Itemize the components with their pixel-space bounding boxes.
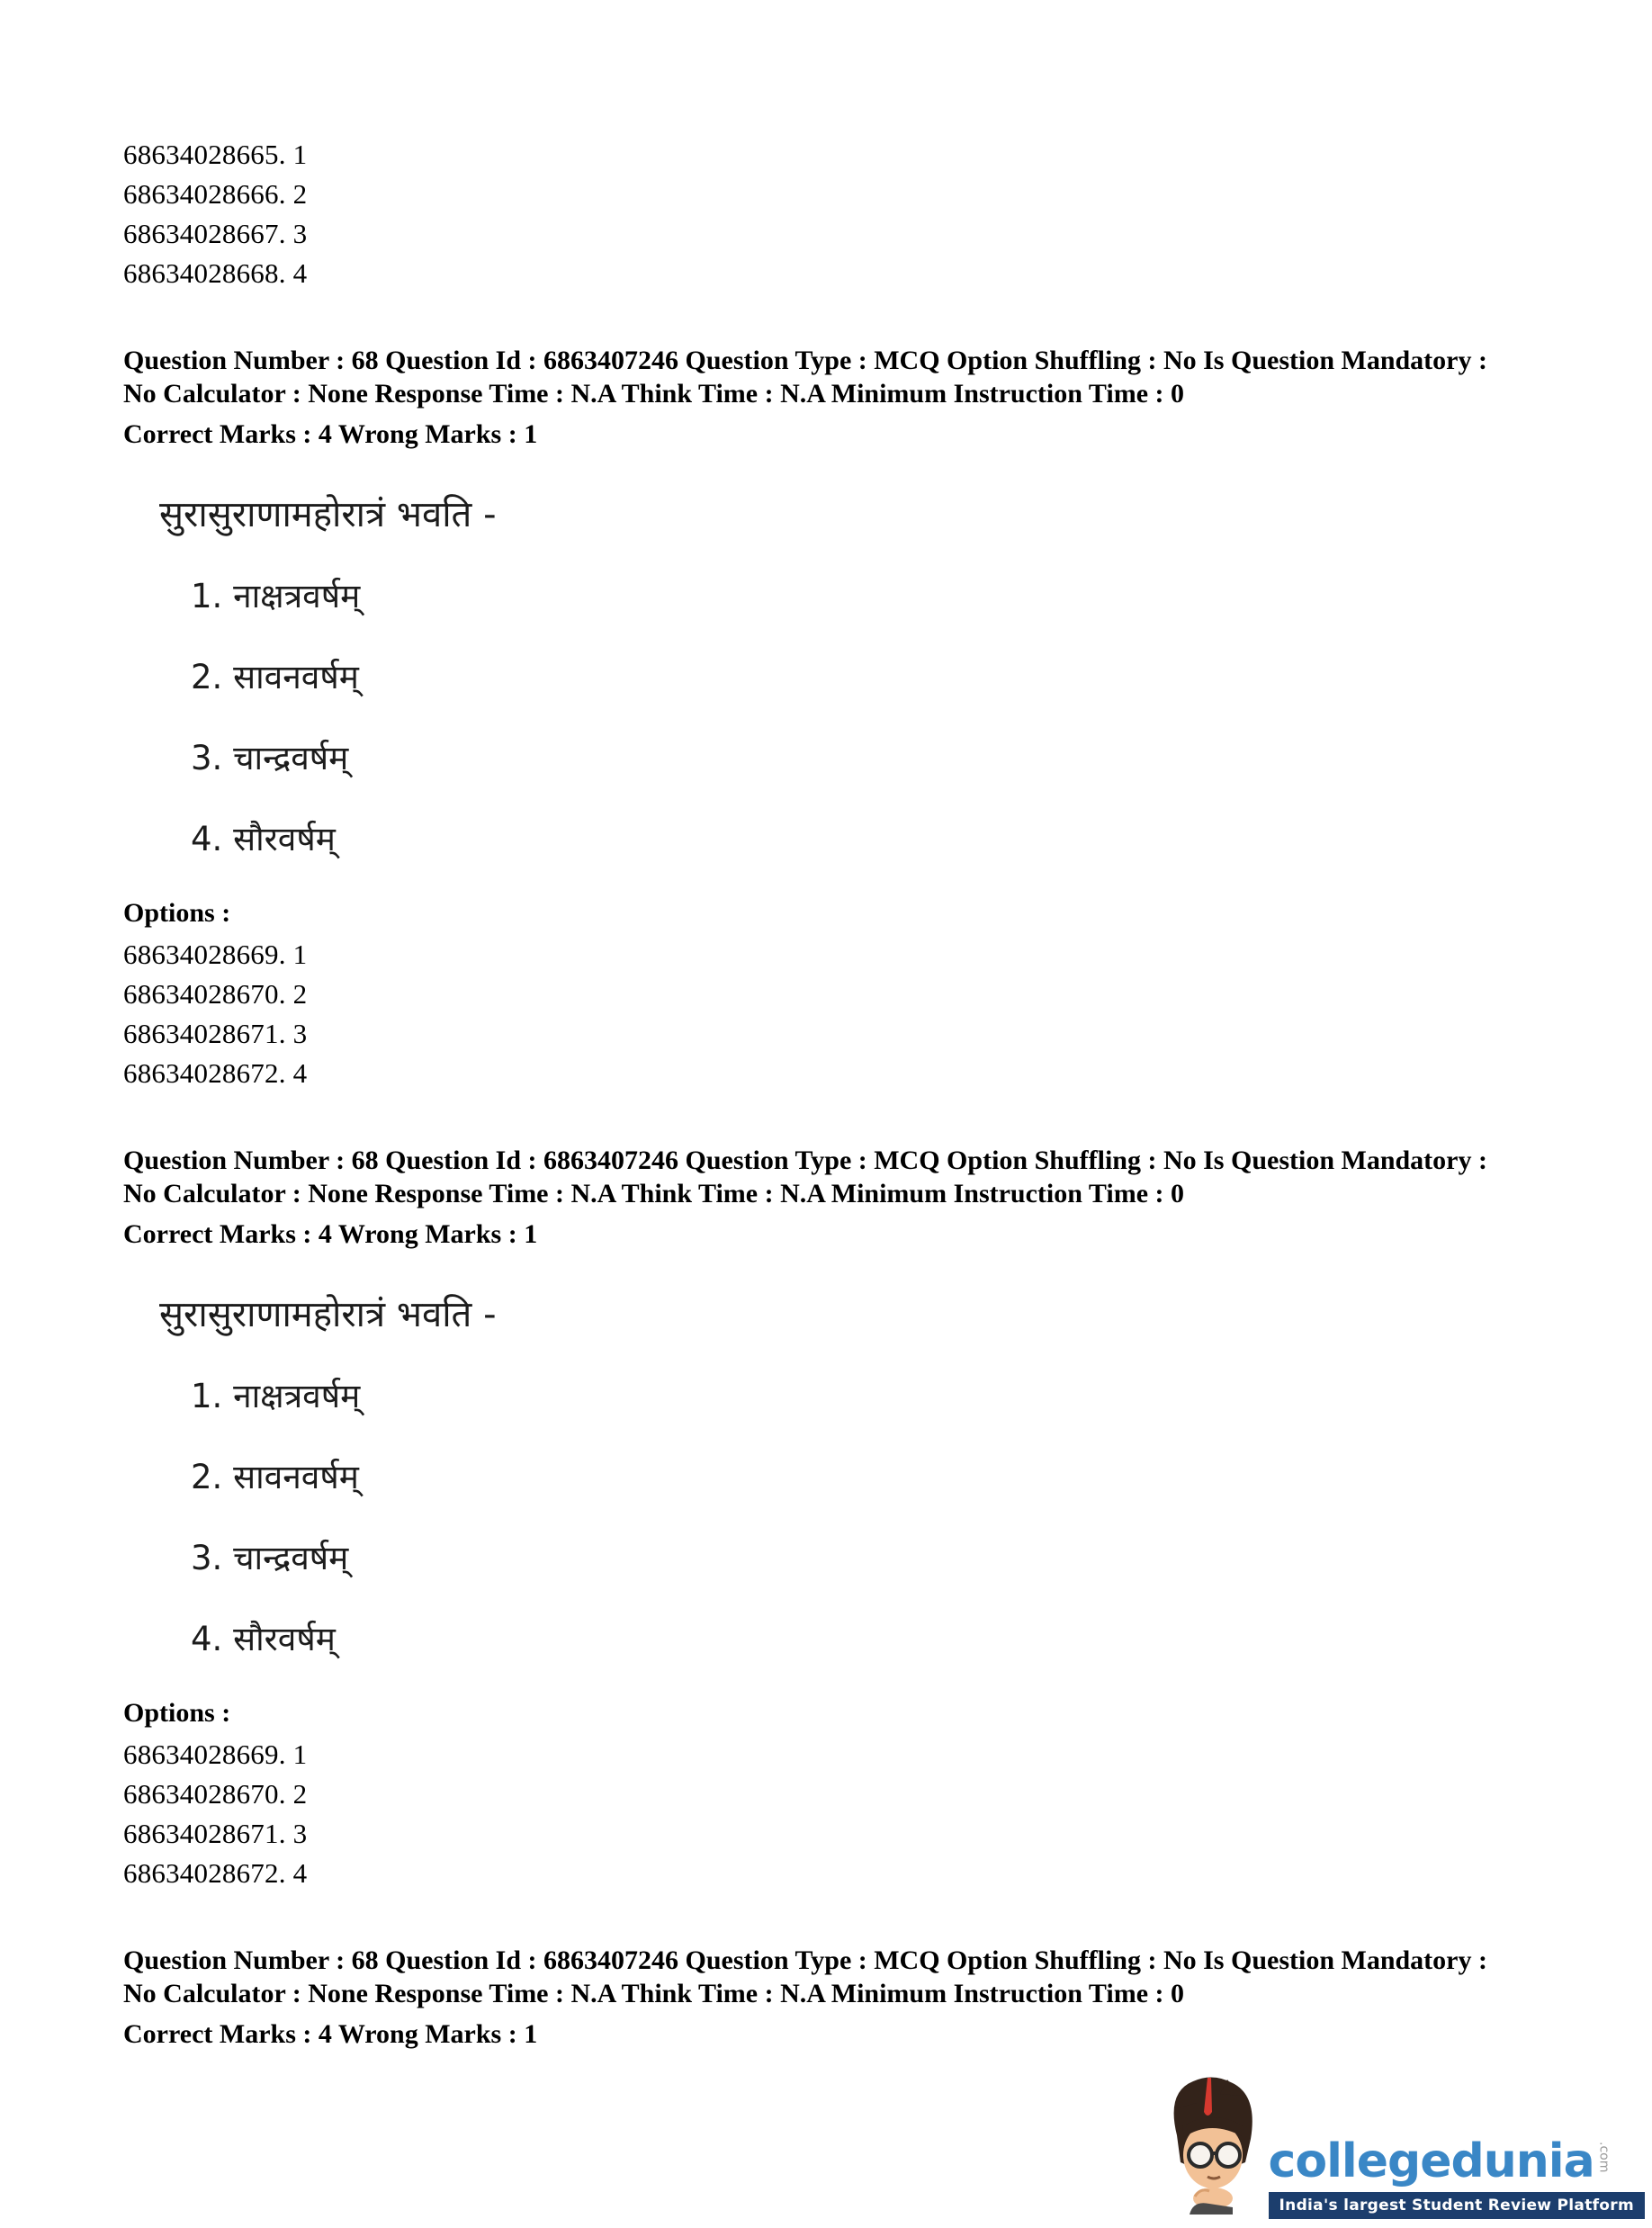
options-label: Options :	[123, 1698, 231, 1728]
metadata-line-1: Question Number : 68 Question Id : 6863407246 Question Type : MCQ Option Shuffling : No Is Question Mandatory :	[123, 346, 1487, 375]
option-id-line: 68634028670. 2	[123, 1778, 308, 1810]
collegedunia-logo	[1157, 2072, 1645, 2219]
marks-line: Correct Marks : 4 Wrong Marks : 1	[123, 2019, 538, 2049]
question-block-1	[123, 344, 1553, 1093]
option-id-list	[123, 1735, 1553, 1893]
question-text: सुरासुराणामहोरात्रं भवति -	[159, 1294, 497, 1335]
option-id-list	[123, 935, 1553, 1093]
option-id-line: 68634028669. 1	[123, 939, 308, 970]
collegedunia-mascot-icon	[1157, 2072, 1263, 2219]
option-id-line: 68634028672. 4	[123, 1057, 308, 1089]
choice-item-1: 1. नाक्षत्रवर्षम्	[191, 577, 361, 615]
option-id-line: 68634028671. 3	[123, 1018, 308, 1049]
choice-item-2: 2. सावनवर्षम्	[191, 658, 359, 696]
prev-question-option-id-list	[123, 135, 1553, 293]
option-id-line: 68634028668. 4	[123, 257, 308, 289]
collegedunia-dotcom-label: .com	[1596, 2142, 1612, 2173]
option-id-line: 68634028666. 2	[123, 178, 308, 210]
question-block-3	[123, 1944, 1553, 2051]
option-id-line: 68634028672. 4	[123, 1857, 308, 1889]
choice-item-3: 3. चान्द्रवर्षम्	[191, 739, 349, 777]
metadata-line-2: No Calculator : None Response Time : N.A Think Time : N.A Minimum Instruction Time : 0	[123, 379, 1184, 409]
metadata-line-1: Question Number : 68 Question Id : 6863407246 Question Type : MCQ Option Shuffling : No Is Question Mandatory :	[123, 1945, 1487, 1975]
metadata-line-2: No Calculator : None Response Time : N.A Think Time : N.A Minimum Instruction Time : 0	[123, 1179, 1184, 1208]
question-metadata	[123, 344, 1553, 410]
option-id-line: 68634028665. 1	[123, 139, 308, 170]
choice-list	[191, 574, 1553, 862]
option-id-line: 68634028669. 1	[123, 1738, 308, 1770]
marks-line: Correct Marks : 4 Wrong Marks : 1	[123, 419, 538, 449]
choice-item-4: 4. सौरवर्षम्	[191, 820, 336, 858]
options-label: Options :	[123, 898, 231, 928]
marks-line: Correct Marks : 4 Wrong Marks : 1	[123, 1219, 538, 1249]
collegedunia-tagline: India's largest Student Review Platform	[1269, 2192, 1645, 2219]
collegedunia-wordmark-block	[1269, 2136, 1645, 2219]
question-metadata	[123, 1944, 1553, 2010]
metadata-line-1: Question Number : 68 Question Id : 6863407246 Question Type : MCQ Option Shuffling : No Is Question Mandatory :	[123, 1145, 1487, 1175]
option-id-line: 68634028667. 3	[123, 218, 308, 249]
option-id-line: 68634028671. 3	[123, 1818, 308, 1849]
choice-item-3: 3. चान्द्रवर्षम्	[191, 1539, 349, 1577]
collegedunia-wordmark: collegedunia	[1268, 2134, 1594, 2188]
question-block-2	[123, 1144, 1553, 1893]
choice-item-4: 4. सौरवर्षम्	[191, 1620, 336, 1658]
choice-item-1: 1. नाक्षत्रवर्षम्	[191, 1377, 361, 1415]
choice-item-2: 2. सावनवर्षम्	[191, 1458, 359, 1496]
metadata-line-2: No Calculator : None Response Time : N.A Think Time : N.A Minimum Instruction Time : 0	[123, 1979, 1184, 2008]
option-id-line: 68634028670. 2	[123, 978, 308, 1010]
question-text: सुरासुराणामहोरात्रं भवति -	[159, 494, 497, 535]
question-metadata	[123, 1144, 1553, 1210]
choice-list	[191, 1374, 1553, 1662]
